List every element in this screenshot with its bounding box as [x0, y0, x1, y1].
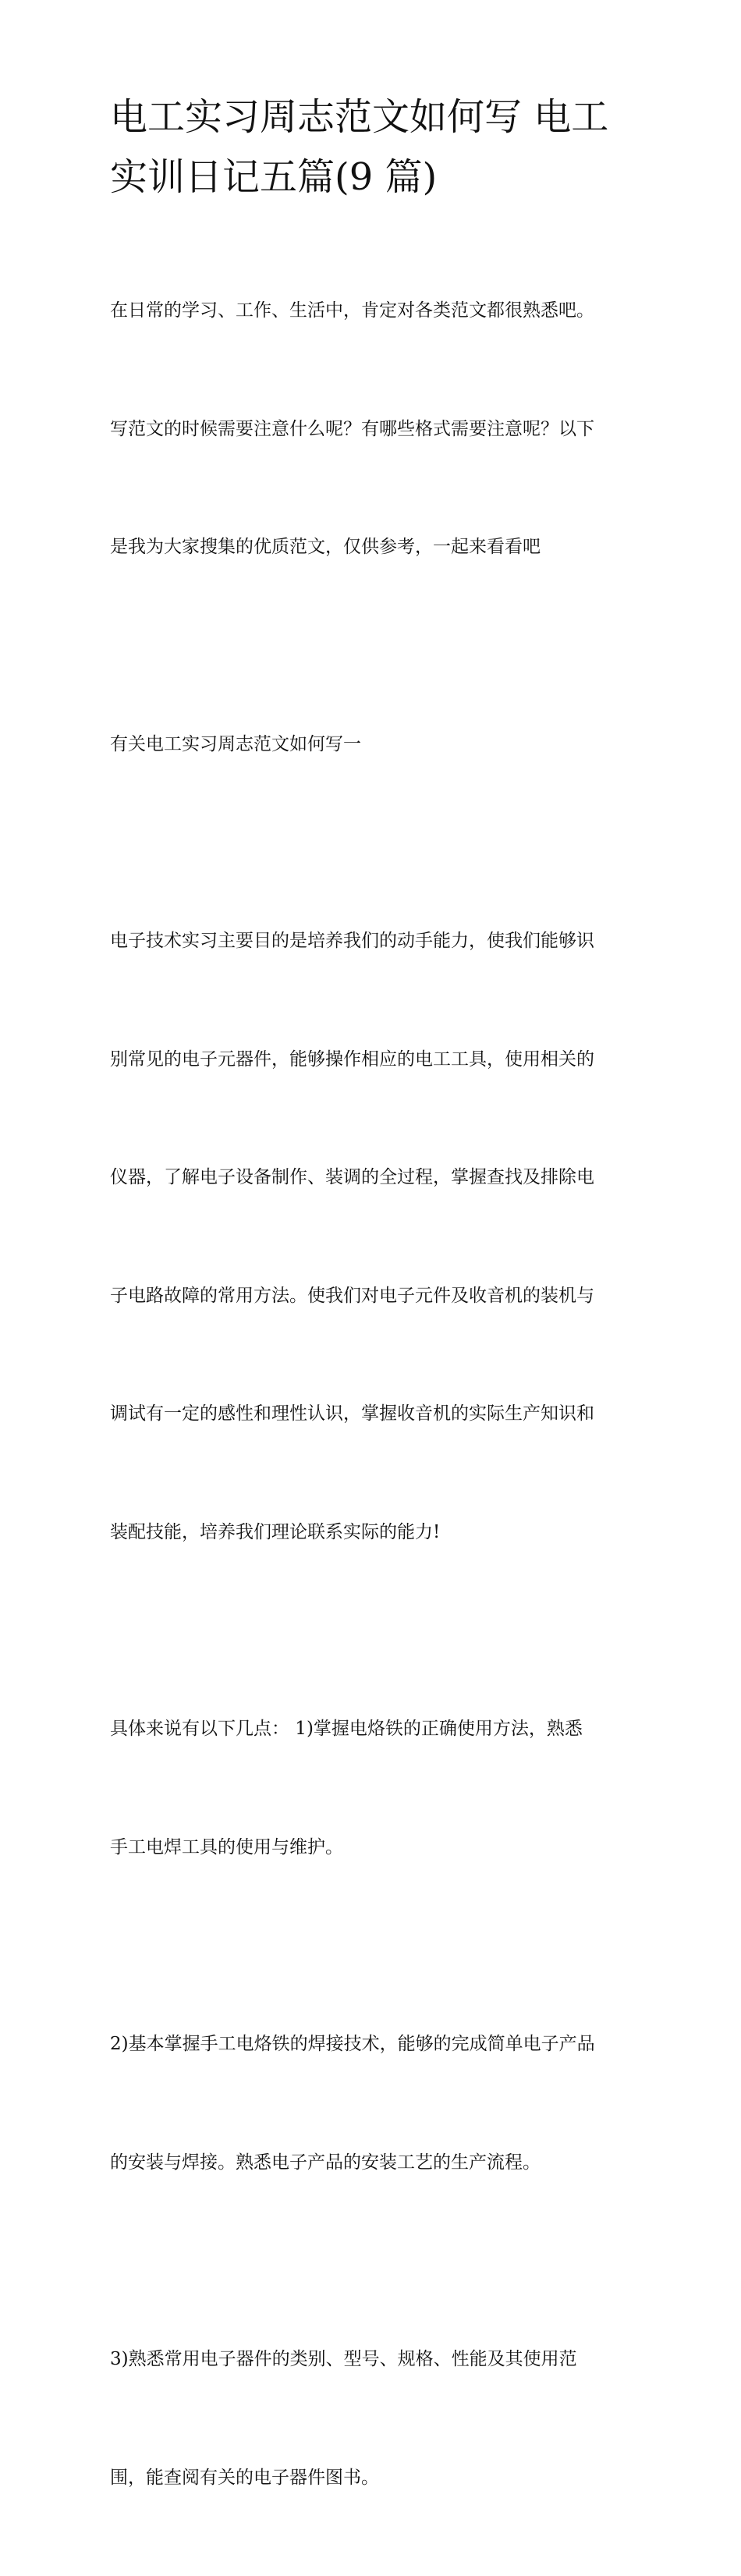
text-line: 装配技能，培养我们理论联系实际的能力! [110, 1521, 441, 1542]
text-line: 写范文的时候需要注意什么呢？有哪些格式需要注意呢？以下 [110, 418, 594, 439]
text-line: 3)熟悉常用电子器件的类别、型号、规格、性能及其使用范 [110, 2349, 577, 2369]
text-line: 手工电焊工具的使用与维护。 [110, 1836, 343, 1857]
text-line: 电子技术实习主要目的是培养我们的动手能力，使我们能够识 [110, 931, 594, 951]
document-page [110, 87, 640, 2576]
text-line: 的安装与焊接。熟悉电子产品的安装工艺的生产流程。 [110, 2152, 541, 2173]
text-line: 具体来说有以下几点： 1)掌握电烙铁的正确使用方法，熟悉 [110, 1719, 583, 1739]
text-line: 2)基本掌握手工电烙铁的焊接技术，能够的完成简单电子产品 [110, 2034, 595, 2054]
text-line: 子电路故障的常用方法。使我们对电子元件及收音机的装机与 [110, 1285, 594, 1306]
intro-paragraph [110, 212, 640, 646]
title-line-2: 实训日记五篇(9 篇) [110, 155, 438, 199]
text-line: 调试有一定的感性和理性认识，掌握收音机的实际生产知识和 [110, 1403, 594, 1424]
body-paragraph [110, 843, 640, 1630]
text-line: 在日常的学习、工作、生活中，肯定对各类范文都很熟悉吧。 [110, 300, 594, 321]
section-heading [110, 646, 640, 843]
text-line: 别常见的电子元器件，能够操作相应的电工工具，使用相关的 [110, 1048, 594, 1070]
text-line: 有关电工实习周志范文如何写一 [110, 733, 361, 754]
text-line: 仪器，了解电子设备制作、装调的全过程，掌握查找及排除电 [110, 1167, 594, 1187]
title-line-1: 电工实习周志范文如何写 电工 [110, 95, 609, 139]
text-line: 是我为大家搜集的优质范文，仅供参考，一起来看看吧 [110, 537, 541, 557]
text-line: 围，能查阅有关的电子器件图书。 [110, 2467, 379, 2488]
list-paragraph-2 [110, 1946, 640, 2261]
document-title [110, 87, 640, 208]
list-paragraph-1 [110, 1630, 640, 1946]
list-paragraph-3 [110, 2261, 640, 2576]
